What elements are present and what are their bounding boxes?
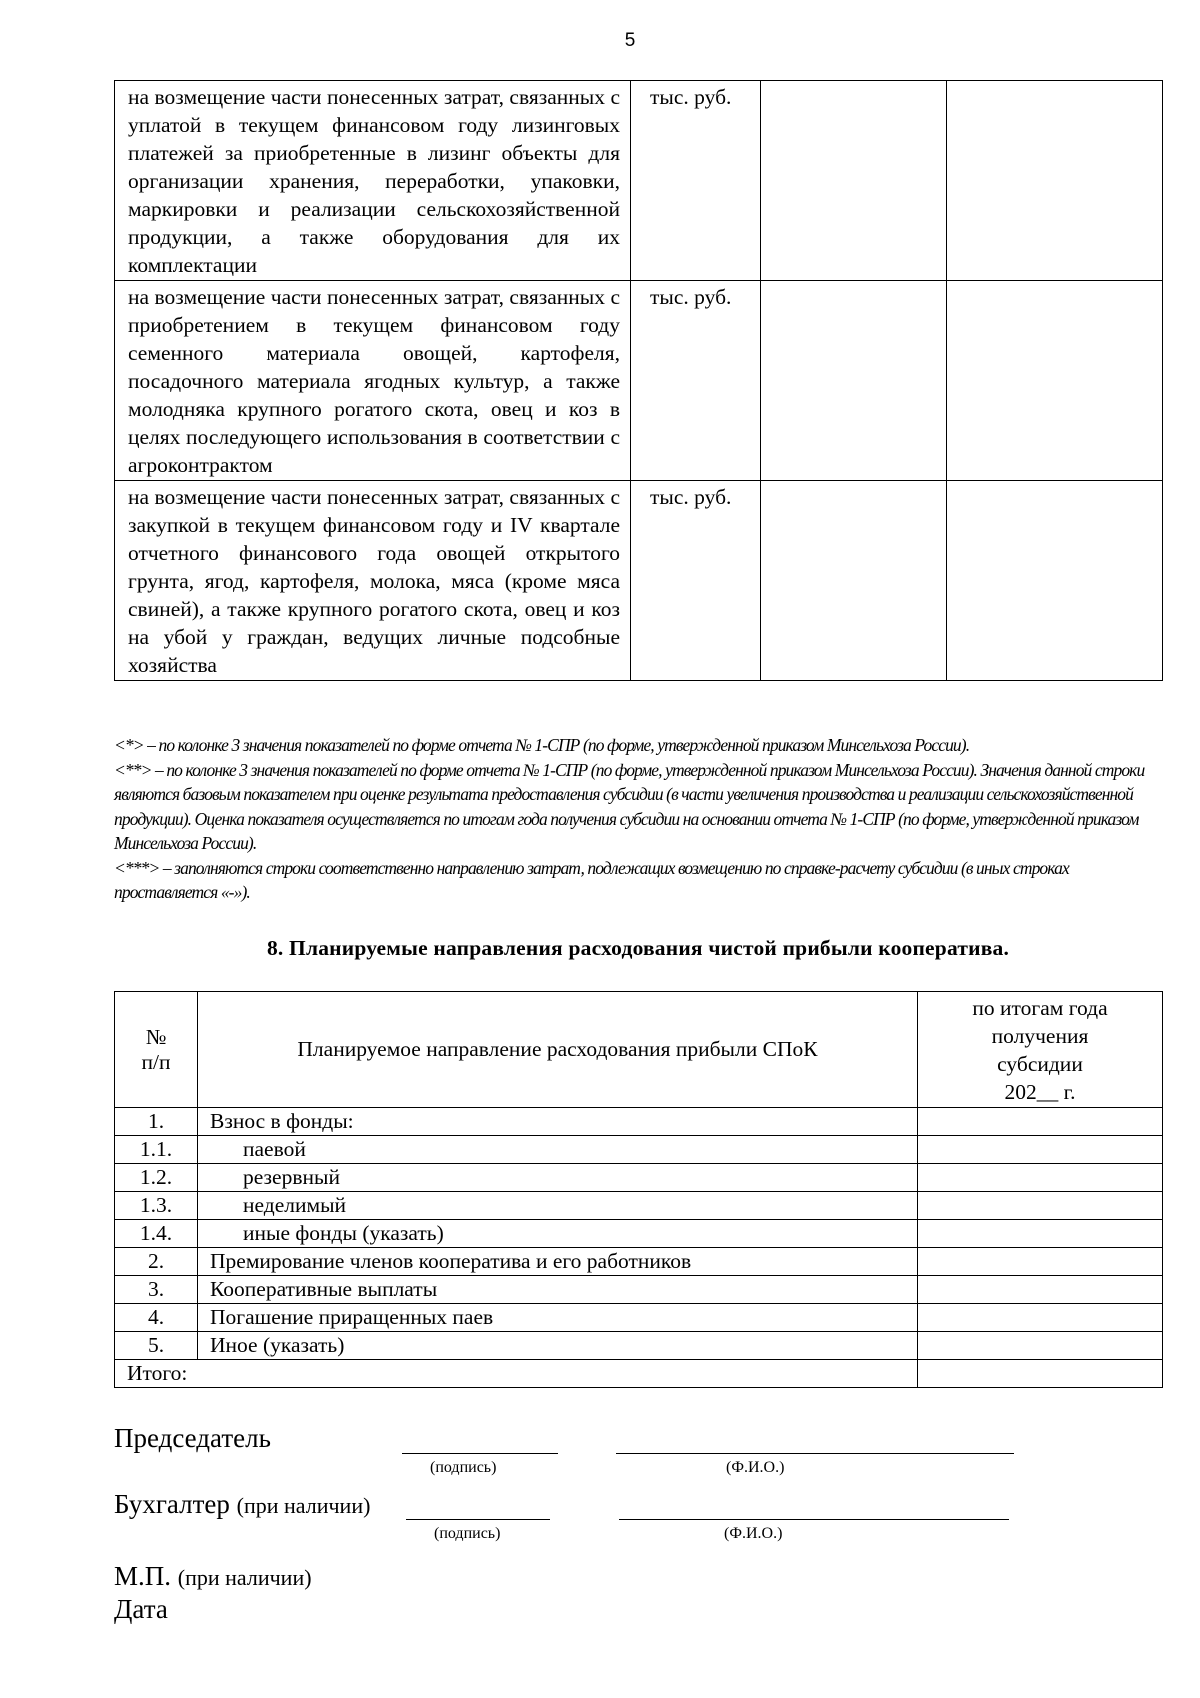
date-label: Дата xyxy=(114,1594,168,1624)
row-label: Кооперативные выплаты xyxy=(198,1276,918,1304)
row-label: неделимый xyxy=(198,1192,918,1220)
header-direction: Планируемое направление расходования прибыли СПоК xyxy=(198,992,918,1108)
row-number: 1.3. xyxy=(115,1192,198,1220)
row-label: паевой xyxy=(198,1136,918,1164)
total-value-cell[interactable] xyxy=(918,1360,1163,1388)
row-number: 4. xyxy=(115,1304,198,1332)
row-unit: тыс. руб. xyxy=(631,281,761,481)
accountant-signature-line[interactable] xyxy=(406,1519,550,1520)
header-number-line: № xyxy=(145,1024,167,1049)
row-label: резервный xyxy=(198,1164,918,1192)
table-row xyxy=(115,1108,1163,1136)
row-value-cell[interactable] xyxy=(761,81,947,281)
row-number: 1.4. xyxy=(115,1220,198,1248)
header-number xyxy=(115,992,198,1108)
stamp-note: (при наличии) xyxy=(177,1565,312,1590)
table-row xyxy=(115,1220,1163,1248)
page-number: 5 xyxy=(624,30,636,51)
row-value-cell[interactable] xyxy=(918,1220,1163,1248)
table-row xyxy=(115,1136,1163,1164)
row-value-cell[interactable] xyxy=(918,1332,1163,1360)
accountant-name-line[interactable] xyxy=(619,1519,1009,1520)
total-label: Итого: xyxy=(115,1360,918,1388)
row-value-cell[interactable] xyxy=(918,1248,1163,1276)
row-number: 1. xyxy=(115,1108,198,1136)
footnote-3: <***> – заполняются строки соответственно направлению затрат, подлежащих возмещению по справке-расчету субсидии (в иных строках проставляется «-»). xyxy=(114,857,1069,902)
stamp-label: М.П. xyxy=(114,1561,172,1591)
footnotes xyxy=(114,733,1164,905)
row-value-cell[interactable] xyxy=(947,81,1163,281)
table-row xyxy=(115,81,1163,281)
row-value-cell[interactable] xyxy=(918,1136,1163,1164)
name-caption: (Ф.И.О.) xyxy=(724,1525,783,1542)
table-row xyxy=(115,281,1163,481)
row-number: 1.2. xyxy=(115,1164,198,1192)
row-label: Иное (указать) xyxy=(198,1332,918,1360)
row-value-cell[interactable] xyxy=(947,281,1163,481)
table-total-row xyxy=(115,1360,1163,1388)
accountant-note: (при наличии) xyxy=(236,1493,371,1518)
row-number: 1.1. xyxy=(115,1136,198,1164)
profit-allocation-table xyxy=(114,991,1163,1388)
row-label: иные фонды (указать) xyxy=(198,1220,918,1248)
signature-caption: (подпись) xyxy=(434,1525,501,1542)
row-value-cell[interactable] xyxy=(918,1304,1163,1332)
row-description: на возмещение части понесенных затрат, связанных с приобретением в текущем финансовом году семенного материала овощей, картофеля, посадочного материала ягодных культур, а также молодняка крупного рогатого скота, овец и коз в целях последующего использования в соответствии с агроконтрактом xyxy=(115,281,631,481)
table-header-row xyxy=(115,992,1163,1108)
row-label: Премирование членов кооператива и его работников xyxy=(198,1248,918,1276)
row-value-cell[interactable] xyxy=(918,1276,1163,1304)
table-row xyxy=(115,1276,1163,1304)
table-row xyxy=(115,1192,1163,1220)
row-label: Погашение приращенных паев xyxy=(198,1304,918,1332)
table-row xyxy=(115,1332,1163,1360)
accountant-label: Бухгалтер xyxy=(114,1489,230,1519)
row-description: на возмещение части понесенных затрат, связанных с закупкой в текущем финансовом году и IV квартале отчетного финансового года овощей открытого грунта, ягод, картофеля, молока, мяса (кроме мяса свиней), а также крупного рогатого скота, овец и коз на убой у граждан, ведущих личные подсобные хозяйства xyxy=(115,481,631,681)
stamp-block xyxy=(114,1561,312,1593)
table-row xyxy=(115,1304,1163,1332)
chairman-name-line[interactable] xyxy=(616,1453,1014,1454)
row-unit: тыс. руб. xyxy=(631,481,761,681)
row-value-cell[interactable] xyxy=(947,481,1163,681)
header-number-line: п/п xyxy=(141,1049,171,1074)
header-period-line: субсидии xyxy=(997,1051,1083,1076)
row-value-cell[interactable] xyxy=(918,1192,1163,1220)
header-period-line: 202__ г. xyxy=(1004,1079,1076,1104)
row-value-cell[interactable] xyxy=(761,281,947,481)
accountant-block xyxy=(114,1489,370,1521)
row-value-cell[interactable] xyxy=(918,1108,1163,1136)
name-caption: (Ф.И.О.) xyxy=(726,1459,785,1476)
header-period-line: получения xyxy=(991,1023,1089,1048)
signature-caption: (подпись) xyxy=(430,1459,497,1476)
section-title: 8. Планируемые направления расходования чистой прибыли кооператива. xyxy=(266,936,1010,960)
table-row xyxy=(115,1248,1163,1276)
row-value-cell[interactable] xyxy=(761,481,947,681)
row-number: 3. xyxy=(115,1276,198,1304)
row-unit: тыс. руб. xyxy=(631,81,761,281)
footnote-2: <**> – по колонке 3 значения показателей по форме отчета № 1-СПР (по форме, утвержденной приказом Минсельхоза России). Значения данной строки являются базовым показателем при оценке результата предоставления субсидии (в части увеличения производства и реализации сельскохозяйственной продукции). Оценка показателя осуществляется по итогам года получения субсидии на основании отчета № 1-СПР (по форме, утвержденной приказом Минсельхоза России). xyxy=(114,759,1145,853)
footnote-1: <*> – по колонке 3 значения показателей по форме отчета № 1-СПР (по форме, утвержденной приказом Минсельхоза России). xyxy=(114,735,970,755)
chairman-signature-line[interactable] xyxy=(402,1453,558,1454)
header-period-line: по итогам года xyxy=(972,995,1108,1020)
chairman-label: Председатель xyxy=(114,1423,271,1453)
subsidy-indicators-table xyxy=(114,80,1163,681)
row-number: 5. xyxy=(115,1332,198,1360)
table-row xyxy=(115,1164,1163,1192)
row-value-cell[interactable] xyxy=(918,1164,1163,1192)
row-label: Взнос в фонды: xyxy=(198,1108,918,1136)
table-row xyxy=(115,481,1163,681)
row-number: 2. xyxy=(115,1248,198,1276)
row-description: на возмещение части понесенных затрат, связанных с уплатой в текущем финансовом году лизинговых платежей за приобретенные в лизинг объекты для организации хранения, переработки, упаковки, маркировки и реализации сельскохозяйственной продукции, а также оборудования для их комплектации xyxy=(115,81,631,281)
header-period xyxy=(918,992,1163,1108)
